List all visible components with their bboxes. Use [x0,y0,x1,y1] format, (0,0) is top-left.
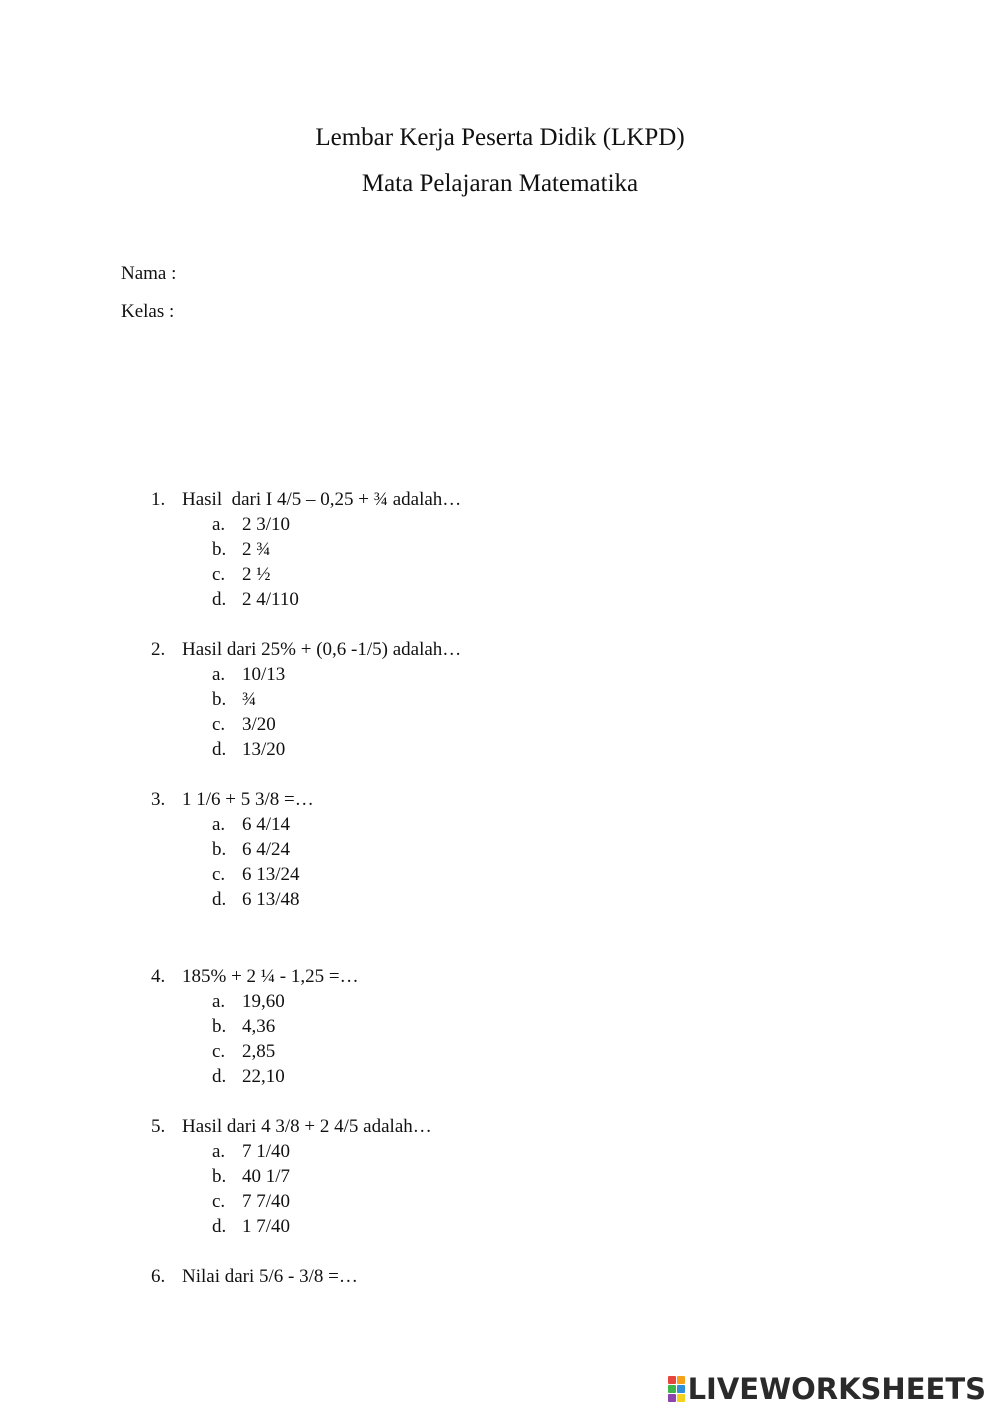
option-text: 6 4/24 [242,839,291,860]
option-letter: d. [212,889,227,910]
option-text: ¾ [242,689,257,710]
option-text: 3/20 [242,714,276,735]
question-number: 1. [151,489,166,510]
option-letter: b. [212,689,227,710]
option-d[interactable] [0,1064,900,1089]
option-text: 6 13/48 [242,889,300,910]
option-d[interactable] [0,1214,900,1239]
question-5 [0,1114,900,1239]
question-text: Hasil dari I 4/5 – 0,25 + ¾ adalah… [182,489,462,510]
option-c[interactable] [0,712,900,737]
option-a[interactable] [0,812,900,837]
logo-tile [668,1394,676,1402]
option-text: 40 1/7 [242,1166,291,1187]
option-b[interactable] [0,537,900,562]
logo-tile [668,1376,676,1384]
question-number: 5. [151,1116,166,1137]
option-letter: c. [212,864,226,885]
option-c[interactable] [0,1039,900,1064]
option-b[interactable] [0,687,900,712]
option-letter: c. [212,1041,226,1062]
option-text: 4,36 [242,1016,276,1037]
option-b[interactable] [0,1014,900,1039]
option-text: 13/20 [242,739,286,760]
question-number: 4. [151,966,166,987]
option-letter: c. [212,714,226,735]
question-text: Nilai dari 5/6 - 3/8 =… [182,1266,358,1287]
option-b[interactable] [0,837,900,862]
page-subtitle: Mata Pelajaran Matematika [361,170,639,197]
logo-tile [677,1394,685,1402]
option-text: 22,10 [242,1066,285,1087]
option-letter: b. [212,539,227,560]
question-text: Hasil dari 4 3/8 + 2 4/5 adalah… [182,1116,432,1137]
option-text: 2,85 [242,1041,276,1062]
option-text: 6 4/14 [242,814,291,835]
question-number: 2. [151,639,166,660]
option-letter: d. [212,589,227,610]
option-letter: b. [212,1016,227,1037]
question-text: 1 1/6 + 5 3/8 =… [182,789,314,810]
option-text: 6 13/24 [242,864,300,885]
liveworksheets-logo-icon [668,1376,685,1402]
liveworksheets-logo [668,1373,986,1405]
option-letter: c. [212,564,226,585]
option-c[interactable] [0,562,900,587]
option-text: 7 1/40 [242,1141,291,1162]
option-text: 7 7/40 [242,1191,291,1212]
logo-tile [668,1385,676,1393]
option-c[interactable] [0,1189,900,1214]
question-number: 6. [151,1266,166,1287]
option-d[interactable] [0,737,900,762]
option-letter: a. [212,814,226,835]
option-letter: b. [212,1166,227,1187]
option-letter: a. [212,514,226,535]
option-c[interactable] [0,862,900,887]
option-letter: d. [212,739,227,760]
option-text: 2 3/10 [242,514,291,535]
option-a[interactable] [0,989,900,1014]
question-4 [0,964,900,1089]
option-letter: d. [212,1216,227,1237]
option-letter: a. [212,991,226,1012]
logo-text: LIVEWORKSHEETS [687,1372,986,1406]
page-title: Lembar Kerja Peserta Didik (LKPD) [315,124,685,151]
question-6 [0,1264,900,1289]
option-text: 2 ½ [242,564,271,585]
option-letter: d. [212,1066,227,1087]
question-2 [0,637,900,762]
option-text: 19,60 [242,991,285,1012]
option-d[interactable] [0,587,900,612]
option-text: 1 7/40 [242,1216,291,1237]
option-d[interactable] [0,887,900,912]
question-3 [0,787,900,912]
question-text: 185% + 2 ¼ - 1,25 =… [182,966,359,987]
option-text: 10/13 [242,664,286,685]
option-a[interactable] [0,1139,900,1164]
name-field-label: Nama : [121,263,177,284]
logo-tile [677,1376,685,1384]
option-letter: b. [212,839,227,860]
option-b[interactable] [0,1164,900,1189]
option-letter: c. [212,1191,226,1212]
option-a[interactable] [0,512,900,537]
option-a[interactable] [0,662,900,687]
question-1 [0,487,900,612]
question-text: Hasil dari 25% + (0,6 -1/5) adalah… [182,639,462,660]
question-number: 3. [151,789,166,810]
option-letter: a. [212,1141,226,1162]
option-text: 2 4/110 [242,589,299,610]
option-letter: a. [212,664,226,685]
class-field-label: Kelas : [121,301,175,322]
logo-tile [677,1385,685,1393]
option-text: 2 ¾ [242,539,271,560]
